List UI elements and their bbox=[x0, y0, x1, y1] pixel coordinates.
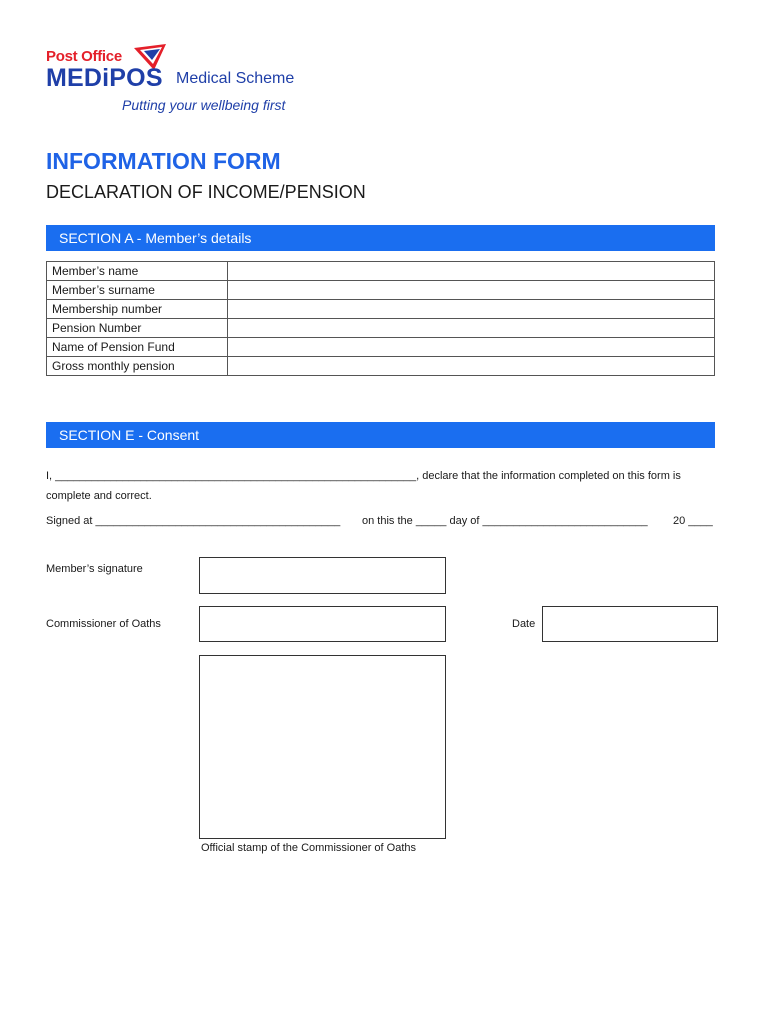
member-signature-box[interactable] bbox=[199, 557, 446, 594]
stamp-caption: Official stamp of the Commissioner of Oaths bbox=[201, 842, 416, 854]
logo-tagline: Putting your wellbeing first bbox=[122, 97, 286, 113]
section-e-heading: SECTION E - Consent bbox=[46, 422, 715, 448]
year-line[interactable]: 20 ____ bbox=[673, 515, 713, 527]
form-title: INFORMATION FORM bbox=[46, 148, 281, 174]
member-name-field[interactable] bbox=[228, 262, 715, 281]
gross-pension-field[interactable] bbox=[228, 357, 715, 376]
member-signature-label: Member’s signature bbox=[46, 563, 143, 575]
logo-medical-scheme: Medical Scheme bbox=[176, 70, 295, 87]
table-row bbox=[47, 300, 715, 319]
date-label: Date bbox=[512, 618, 536, 630]
table-row bbox=[47, 319, 715, 338]
signed-at-line[interactable]: Signed at ________________________________________ bbox=[46, 515, 341, 527]
membership-number-field[interactable] bbox=[228, 300, 715, 319]
row-label: Pension Number bbox=[47, 319, 228, 338]
declaration-continuation: complete and correct. bbox=[46, 490, 152, 502]
row-label: Name of Pension Fund bbox=[47, 338, 228, 357]
row-label: Member’s name bbox=[47, 262, 228, 281]
section-a-heading: SECTION A - Member’s details bbox=[46, 225, 715, 251]
table-row bbox=[47, 262, 715, 281]
row-label: Gross monthly pension bbox=[47, 357, 228, 376]
member-details-table bbox=[46, 261, 715, 376]
row-label: Membership number bbox=[47, 300, 228, 319]
table-row bbox=[47, 338, 715, 357]
table-row bbox=[47, 357, 715, 376]
commissioner-label: Commissioner of Oaths bbox=[46, 618, 161, 630]
declaration-line[interactable]: I, ___________________________________________________________, declare that the information completed on this form is bbox=[46, 470, 681, 482]
official-stamp-box[interactable] bbox=[199, 655, 446, 839]
logo-post-office: Post Office bbox=[46, 48, 122, 65]
pension-number-field[interactable] bbox=[228, 319, 715, 338]
date-box[interactable] bbox=[542, 606, 718, 642]
pension-fund-field[interactable] bbox=[228, 338, 715, 357]
member-surname-field[interactable] bbox=[228, 281, 715, 300]
table-row bbox=[47, 281, 715, 300]
row-label: Member’s surname bbox=[47, 281, 228, 300]
logo-medipos: MEDiPOS bbox=[46, 64, 163, 92]
commissioner-signature-box[interactable] bbox=[199, 606, 446, 642]
day-month-line[interactable]: on this the _____ day of ___________________________ bbox=[362, 515, 648, 527]
form-subtitle: DECLARATION OF INCOME/PENSION bbox=[46, 182, 366, 202]
